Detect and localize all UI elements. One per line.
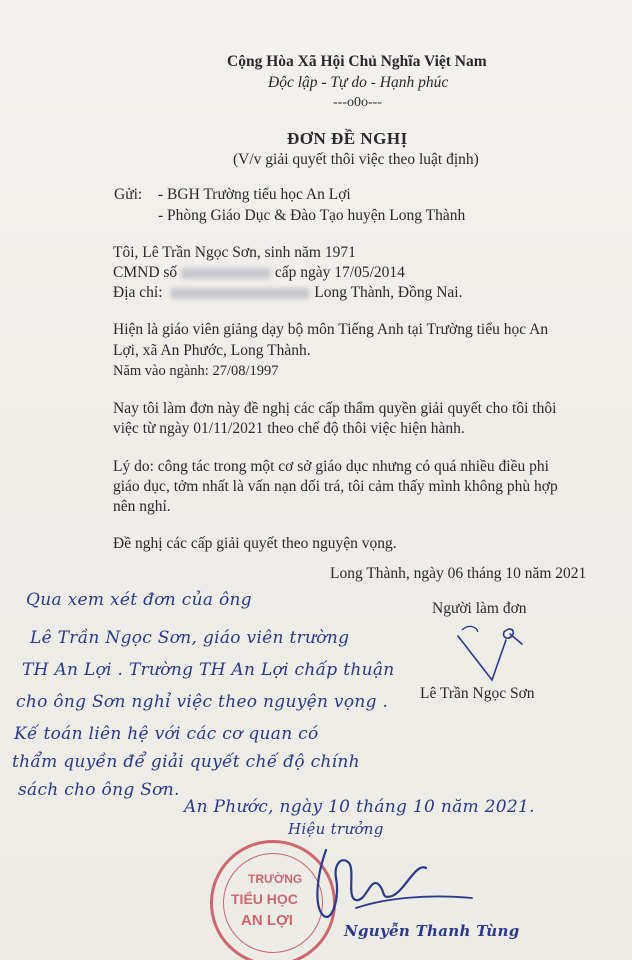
stamp-text-top: TRƯỜNG [248, 872, 303, 886]
country-header: Cộng Hòa Xã Hội Chủ Nghĩa Việt Nam [227, 53, 487, 70]
personal-line: Tôi, Lê Trần Ngọc Sơn, sinh năm 1971 [113, 244, 356, 261]
document-subject: (V/v giải quyết thôi việc theo luật định) [233, 151, 479, 168]
para1-line2: Lợi, xã An Phước, Long Thành. [113, 342, 311, 359]
id-line [113, 263, 405, 283]
redacted-id [181, 268, 271, 279]
para3-line3: nên nghỉ. [113, 498, 171, 515]
motto: Độc lập - Tự do - Hạnh phúc [268, 74, 449, 91]
recipient-2: - Phòng Giáo Dục & Đào Tạo huyện Long Thành [158, 207, 466, 224]
applicant-signature [452, 622, 532, 682]
para2-line1: Nay tôi làm đơn này đề nghị các cấp thẩm quyền giải quyết cho tôi thôi [113, 400, 557, 417]
date-line: Long Thành, ngày 06 tháng 10 năm 2021 [330, 565, 587, 582]
address-tail: Long Thành, Đồng Nai. [314, 284, 463, 301]
para4: Đề nghị các cấp giải quyết theo nguyện vọng. [113, 535, 397, 552]
handwritten-line-2: Lê Trần Ngọc Sơn, giáo viên trường [30, 628, 350, 648]
address-label: Địa chỉ: [113, 284, 163, 301]
para1-line1: Hiện là giáo viên giảng dạy bộ môn Tiếng Anh tại Trường tiểu học An [113, 321, 549, 338]
handwritten-line-1: Qua xem xét đơn của ông [26, 590, 252, 610]
header-separator: ---o0o--- [333, 95, 382, 110]
stamp-text-mid: TIỂU HỌC [231, 891, 298, 907]
applicant-role: Người làm đơn [432, 600, 527, 617]
principal-signature [296, 838, 476, 928]
stamp-text-bottom: AN LỢI [241, 912, 293, 929]
principal-name: Nguyễn Thanh Tùng [344, 922, 520, 940]
handwritten-line-3: TH An Lợi . Trường TH An Lợi chấp thuận [22, 660, 395, 680]
para3-line1: Lý do: công tác trong một cơ sở giáo dục nhưng có quá nhiều điều phi [113, 458, 549, 475]
handwritten-date: An Phước, ngày 10 tháng 10 năm 2021. [184, 797, 535, 817]
recipient-1: - BGH Trường tiểu học An Lợi [158, 186, 351, 203]
handwritten-line-6: thẩm quyền để giải quyết chế độ chính [12, 752, 360, 772]
address-line [113, 283, 462, 303]
recipients-label: Gửi: [114, 186, 143, 203]
handwritten-line-4: cho ông Sơn nghỉ việc theo nguyện vọng . [16, 692, 389, 712]
para1-line3: Năm vào ngành: 27/08/1997 [113, 363, 279, 379]
para3-line2: giáo dục, tởm nhất là vấn nạn dối trá, tôi cảm thấy mình không phù hợp [113, 478, 558, 495]
redacted-address [170, 288, 310, 299]
id-date: cấp ngày 17/05/2014 [274, 264, 405, 281]
principal-role: Hiệu trưởng [288, 820, 384, 838]
handwritten-line-7: sách cho ông Sơn. [18, 780, 180, 800]
para2-line2: việc từ ngày 01/11/2021 theo chế độ thôi việc hiện hành. [113, 420, 465, 437]
handwritten-line-5: Kế toán liên hệ với các cơ quan có [14, 724, 319, 744]
document-title: ĐƠN ĐỀ NGHỊ [287, 129, 408, 148]
id-label: CMND số [113, 264, 178, 281]
applicant-name: Lê Trần Ngọc Sơn [420, 685, 535, 702]
